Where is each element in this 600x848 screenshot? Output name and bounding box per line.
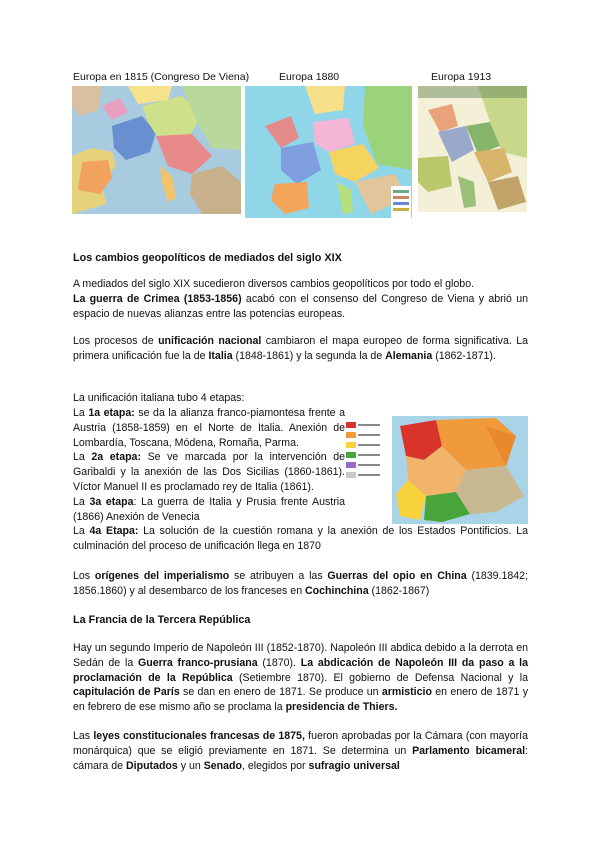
text: (1848-1861) y la segunda la de: [232, 349, 386, 362]
bold-text: unificación nacional: [158, 335, 262, 347]
map-caption-1815: Europa en 1815 (Congreso De Viena): [73, 71, 250, 83]
text: La: [73, 407, 89, 419]
paragraph-crimea: [73, 277, 528, 321]
bold-text: orígenes del imperialismo: [94, 570, 230, 582]
bold-text: Guerra franco-prusiana: [138, 656, 258, 669]
map-europe-1880: [245, 86, 412, 218]
map-german-unification: [346, 416, 528, 524]
paragraph-napoleon-iii: [73, 641, 528, 715]
text: La: [73, 495, 90, 508]
text: cambiaron el mapa europeo de forma significativa. La primera unificación fue la de: [73, 335, 528, 362]
bold-text: Guerras del opio en China: [327, 570, 467, 582]
bold-text: leyes constitucionales francesas de 1875,: [93, 730, 305, 742]
text: en enero de 1871 y en febrero de ese mismo año se proclama la: [73, 686, 528, 714]
heading-third-republic: La Francia de la Tercera República: [73, 614, 251, 626]
text: La solución de la cuestión romana y la anexión de los Estados Pontificios. La culminación del proceso de unificación llega en 1870: [73, 525, 529, 552]
text: (1839.1842; 1856.1860) y al desembarco de los franceses en: [73, 570, 529, 597]
bold-text: presidencia de Thiers.: [285, 701, 398, 714]
bold-text: 3a etapa: [89, 495, 134, 508]
bold-text: La abdicación de Napoleón III da paso a la proclamación de la República: [73, 656, 528, 684]
bold-text: La guerra de Crimea (1853-1856): [73, 292, 242, 305]
bold-text: Cochinchina: [305, 584, 369, 597]
text: La: [73, 451, 92, 464]
text: , elegidos por: [241, 759, 309, 772]
italy-stage-4: [73, 524, 528, 554]
bold-text: Senado: [203, 759, 242, 772]
text: Los: [73, 570, 95, 582]
bold-text: Alemania: [385, 349, 433, 362]
text: La: [73, 525, 90, 537]
bold-text: Parlamento bicameral: [412, 744, 526, 757]
italy-intro: La unificación italiana tubo 4 etapas:: [73, 392, 245, 404]
paragraph-imperialism: [73, 569, 528, 599]
text: se da la alianza franco-piamontesa frente a Austria (1858-1859) en el Norte de Italia. Anexión de Lombardía, Toscana, Módena, Romaña, Parma.: [73, 407, 345, 449]
map-europe-1815: [72, 86, 241, 214]
bold-text: 4a Etapa:: [89, 525, 139, 537]
text: : La guerra de Italia y Prusia frente Austria (1866) Anexión de Venecia: [73, 495, 346, 523]
text: acabó con el consenso del Congreso de Viena y abrió un espacio de nuevas alianzas entre las potencias europeas.: [73, 292, 529, 320]
bold-text: sufragio universal: [308, 759, 400, 772]
bold-text: 1a etapa:: [88, 407, 135, 419]
paragraph-laws-1875: [73, 729, 528, 773]
bold-text: 2a etapa:: [91, 451, 141, 464]
map-caption-1913: Europa 1913: [431, 71, 492, 83]
text: Los procesos de: [73, 335, 159, 347]
text: se dan en enero de 1871. Se produce un: [179, 686, 382, 699]
text: (Setiembre 1870). El gobierno de Defensa Nacional y la: [232, 671, 528, 684]
text: fueron aprobadas por la Cámara (con mayoría monárquica) que se eligió previamente en 1871. Se determina un: [73, 730, 528, 757]
text: (1862-1867): [368, 584, 430, 597]
bold-text: Italia: [208, 349, 233, 362]
bold-text: Diputados: [126, 759, 178, 772]
text: Hay un segundo Imperio de Napoleón III (1852-1870). Napoleón III abdica debido a la derrota en Sedán de la: [73, 642, 528, 669]
map-caption-1880: Europa 1880: [279, 71, 340, 83]
text: (1862-1871).: [432, 349, 496, 362]
text: A mediados del siglo XIX sucedieron diversos cambios geopolíticos por todo el globo.: [73, 278, 475, 290]
bold-text: capitulación de París: [73, 686, 180, 699]
text: : cámara de: [73, 744, 528, 772]
map-europe-1913: [418, 86, 527, 212]
text: se atribuyen a las: [229, 570, 328, 582]
italy-stages: [73, 406, 345, 524]
text: Se ve marcada por la intervención de Garibaldi y la anexión de las Dos Sicilias (1860-1861). Víctor Manuel II es proclamado rey de Italia (1861).: [73, 451, 345, 493]
heading-geopolitical-changes: Los cambios geopolíticos de mediados del siglo XIX: [73, 252, 342, 264]
text: Las: [73, 730, 94, 742]
bold-text: armisticio: [381, 686, 432, 699]
text: (1870).: [257, 656, 301, 669]
paragraph-unification: [73, 334, 528, 364]
text: y un: [177, 759, 204, 772]
